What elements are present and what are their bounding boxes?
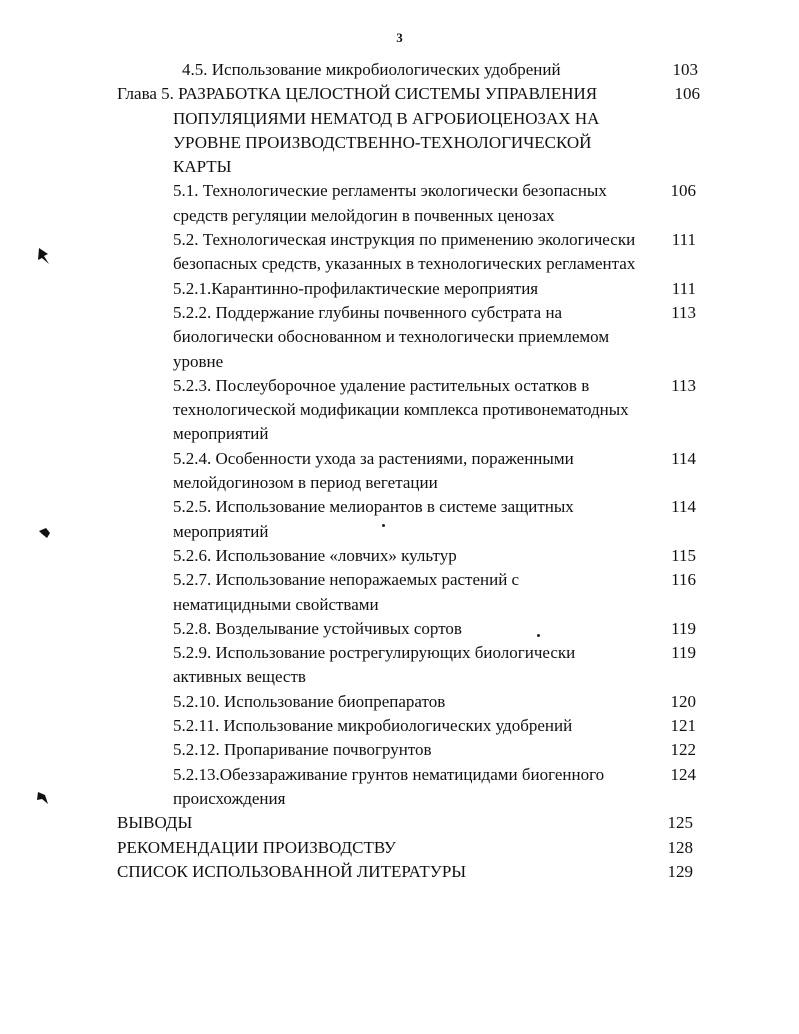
toc-entry-page: 103 — [672, 60, 698, 79]
toc-entry-page: 128 — [667, 837, 693, 857]
toc-entry-title: 5.2. Технологическая инструкция по применению экологически безопасных средств, указанных в технологических регламентах — [173, 230, 636, 274]
toc-entry — [0, 568, 799, 617]
toc-entry-title: 5.2.10. Использование биопрепаратов — [173, 691, 446, 711]
toc-entry-page: 114 — [671, 497, 696, 517]
toc-entry — [0, 374, 799, 447]
toc-entry-page: 116 — [671, 570, 696, 590]
scan-dot — [537, 634, 540, 637]
toc-entry-page: 114 — [671, 448, 696, 468]
margin-mark-icon — [36, 246, 52, 266]
toc-chapter-title — [117, 82, 637, 179]
toc-entry — [0, 763, 799, 812]
toc-entry-page: 111 — [671, 278, 696, 298]
toc-chapter-entry — [0, 82, 799, 179]
toc-entry — [0, 301, 799, 374]
toc-entry — [0, 58, 799, 82]
chapter-title-line: УРОВНЕ ПРОИЗВОДСТВЕННО-ТЕХНОЛОГИЧЕСКОЙ — [173, 132, 592, 152]
scan-dot — [382, 524, 385, 527]
toc-entry — [0, 811, 799, 835]
toc-entry-title: 5.2.6. Использование «ловчих» культур — [173, 545, 457, 565]
toc-entry-title: 5.2.7. Использование непоражаемых растений с нематицидными свойствами — [173, 570, 520, 614]
toc-entry — [0, 860, 799, 884]
toc-entry-title: 5.2.12. Пропаривание почвогрунтов — [173, 740, 432, 760]
toc-entry — [0, 690, 799, 714]
chapter-title-line: Глава 5. РАЗРАБОТКА ЦЕЛОСТНОЙ СИСТЕМЫ УПРАВЛЕНИЯ — [117, 84, 598, 104]
toc-entry — [0, 738, 799, 762]
toc-entry-page: 121 — [670, 716, 696, 736]
toc-entry-page: 119 — [671, 618, 696, 638]
toc-entry — [0, 495, 799, 544]
toc-entry-page: 113 — [671, 302, 696, 322]
toc-entry-page: 106 — [674, 84, 700, 104]
margin-mark-icon — [36, 790, 50, 806]
table-of-contents — [0, 58, 799, 884]
toc-entry-page: 106 — [670, 181, 696, 201]
toc-entry-page: 113 — [671, 375, 696, 395]
toc-entry — [0, 641, 799, 690]
toc-entry-title: 5.2.4. Особенности ухода за растениями, пораженными мелойдогинозом в период вегетации — [173, 448, 574, 493]
toc-entry-page: 111 — [671, 230, 696, 250]
toc-entry — [0, 714, 799, 738]
toc-entry — [0, 836, 799, 860]
toc-entry-page: 119 — [671, 643, 696, 663]
toc-entry-title: 4.5. Использование микробиологических удобрений — [182, 60, 561, 79]
margin-mark-icon — [38, 527, 52, 539]
toc-entry-page: 124 — [670, 764, 696, 784]
toc-entry-title: 5.2.8. Возделывание устойчивых сортов — [173, 618, 462, 638]
toc-entry-title: ВЫВОДЫ — [117, 813, 193, 833]
toc-entry-page: 129 — [667, 861, 693, 881]
toc-entry-page: 125 — [667, 813, 693, 833]
toc-entry-title: 5.2.11. Использование микробиологических удобрений — [173, 716, 573, 736]
toc-entry-title: 5.2.1.Карантинно-профилактические мероприятия — [173, 278, 539, 298]
toc-entry — [0, 179, 799, 228]
toc-entry — [0, 617, 799, 641]
toc-entry — [0, 544, 799, 568]
chapter-title-line: КАРТЫ — [173, 157, 232, 177]
toc-entry-title: 5.1. Технологические регламенты экологически безопасных средств регуляции мелойдогин в почвенных ценозах — [173, 181, 607, 225]
toc-entry-page: 120 — [670, 691, 696, 711]
toc-entry — [0, 228, 799, 277]
toc-entry-title: 5.2.5. Использование мелиорантов в системе защитных мероприятий — [173, 497, 574, 541]
page-number: 3 — [396, 30, 403, 45]
toc-entry-title: 5.2.9. Использование рострегулирующих биологически активных веществ — [173, 643, 576, 687]
toc-entry-page: 122 — [670, 740, 696, 760]
chapter-title-line: ПОПУЛЯЦИЯМИ НЕМАТОД В АГРОБИОЦЕНОЗАХ НА — [173, 108, 600, 128]
toc-entry-title: 5.2.2. Поддержание глубины почвенного субстрата на биологически обоснованном и технологически приемлемом уровне — [173, 302, 610, 371]
toc-entry-title: 5.2.13.Обеззараживание грунтов нематицидами биогенного происхождения — [173, 764, 605, 808]
toc-entry-page: 115 — [671, 545, 696, 565]
toc-entry — [0, 447, 799, 496]
toc-entry-title: 5.2.3. Послеуборочное удаление растительных остатков в технологической модификации комплекса противонематодных мероприятий — [173, 375, 629, 444]
toc-entry-title: РЕКОМЕНДАЦИИ ПРОИЗВОДСТВУ — [117, 837, 396, 857]
toc-entry — [0, 277, 799, 301]
toc-entry-title: СПИСОК ИСПОЛЬЗОВАННОЙ ЛИТЕРАТУРЫ — [117, 861, 467, 881]
